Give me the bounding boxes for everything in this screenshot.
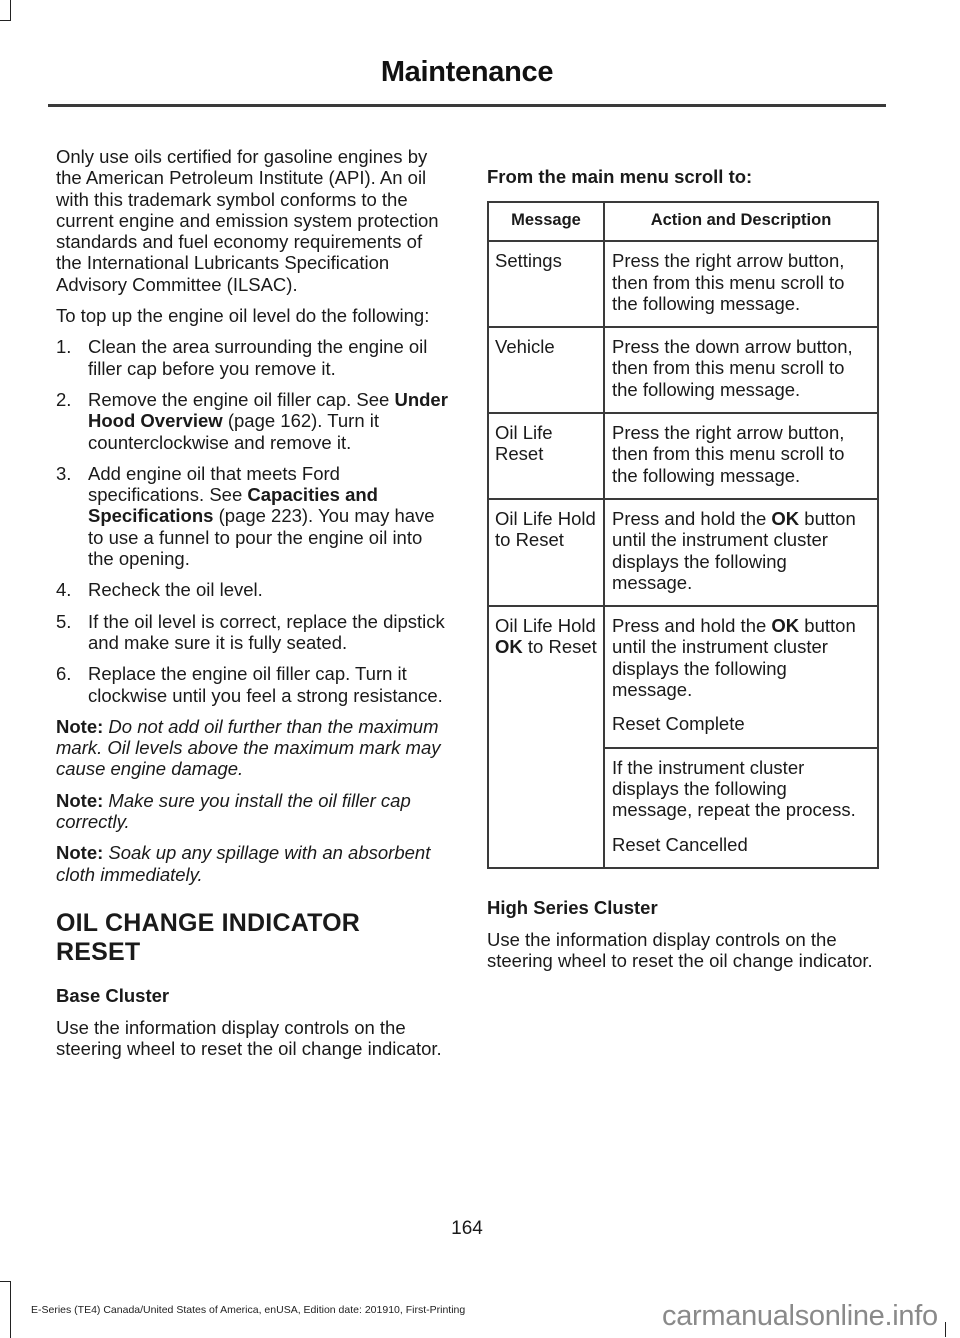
step-text: If the oil level is correct, replace the dipstick and make sure it is fully seated. [88, 610, 445, 653]
desc-paragraph: If the instrument cluster displays the following message, repeat the process. [612, 756, 856, 821]
crop-mark-bottom-left [0, 1281, 11, 1338]
crop-mark-bottom-right [945, 1322, 946, 1337]
step-item [56, 663, 450, 706]
desc-text: button until the instrument cluster displays the following message. [612, 507, 856, 593]
base-cluster-text: Use the information display controls on the steering wheel to reset the oil change indicator. [56, 1016, 442, 1060]
table-row [488, 413, 878, 499]
cell-description [604, 606, 878, 747]
table-row [488, 327, 878, 413]
ok-button-label: OK [771, 615, 800, 637]
cell-description [604, 499, 878, 606]
page-number: 164 [451, 1218, 483, 1239]
table-header-row [488, 202, 878, 241]
high-series-cluster-text: Use the information display controls on the steering wheel to reset the oil change indicator. [487, 928, 873, 972]
step-number: 5. [56, 610, 72, 632]
step-item [56, 463, 450, 569]
step-text: Remove the engine oil filler cap. See [88, 388, 395, 410]
step-text: Replace the engine oil filler cap. Turn it clockwise until you feel a strong resistance. [88, 663, 443, 706]
step-text: (page 223). You may have to use a funnel to pour the engine oil into the opening. [88, 505, 435, 570]
right-column [487, 166, 879, 971]
cell-description [604, 748, 878, 868]
intro-paragraph: Only use oils certified for gasoline engines by the American Petroleum Institute (API). An oil with this trademark symbol conforms to the current engine and emission system protection standards and fuel economy requirements of the International Lubricants Specification Advisory Committee (ILSAC). [56, 146, 439, 295]
note-oil-max [56, 716, 450, 780]
step-number: 2. [56, 388, 72, 410]
step-item [56, 389, 450, 453]
step-number: 6. [56, 663, 72, 685]
note-text: Soak up any spillage with an absorbent cloth immediately. [56, 842, 431, 885]
step-text: Clean the area surrounding the engine oil filler cap before you remove it. [88, 336, 428, 379]
cell-description: Press the right arrow button, then from this menu scroll to the following message. [604, 413, 878, 499]
table-row [488, 606, 878, 747]
cell-description: Press the down arrow button, then from this menu scroll to the following message. [604, 327, 878, 413]
under-hood-overview-link[interactable]: Under Hood Overview [88, 388, 448, 432]
note-filler-cap [56, 790, 450, 833]
message-table [487, 201, 879, 869]
step-text: Recheck the oil level. [88, 579, 263, 601]
cell-message: Vehicle [488, 327, 604, 413]
cell-message: Oil Life Reset [488, 413, 604, 499]
note-text: Do not add oil further than the maximum mark. Oil levels above the maximum mark may cause engine damage. [56, 715, 441, 780]
high-series-cluster-title: High Series Cluster [487, 896, 658, 918]
step-text: Add engine oil that meets Ford specifications. See [88, 462, 340, 506]
note-text: Make sure you install the oil filler cap correctly. [56, 789, 411, 833]
reset-cancelled-message: Reset Cancelled [612, 833, 748, 855]
cell-message [488, 606, 604, 868]
message-text: to Reset [522, 636, 597, 658]
desc-text: button until the instrument cluster displays the following message. [612, 615, 856, 701]
header-action: Action and Description [604, 202, 878, 241]
cell-message: Settings [488, 241, 604, 327]
note-label: Note: [56, 715, 104, 737]
crop-mark-top-left [0, 0, 11, 21]
step-number: 3. [56, 462, 72, 484]
cell-message: Oil Life Hold to Reset [488, 499, 604, 606]
table-row [488, 499, 878, 606]
step-number: 1. [56, 336, 72, 358]
edition-footer: E-Series (TE4) Canada/United States of America, enUSA, Edition date: 201910, First-Printing [31, 1304, 466, 1316]
reset-complete-message: Reset Complete [612, 713, 745, 735]
capacities-specifications-link[interactable]: Capacities and Specifications [88, 484, 378, 527]
note-label: Note: [56, 842, 104, 864]
topup-intro: To top up the engine oil level do the following: [56, 305, 430, 327]
desc-text: Press and hold the [612, 507, 772, 529]
cell-description: Press the right arrow button, then from this menu scroll to the following message. [604, 241, 878, 327]
topup-steps-list [56, 336, 450, 705]
note-spillage [56, 842, 450, 885]
desc-text: Press and hold the [612, 615, 772, 637]
section-title-oil-change-reset: OIL CHANGE INDICATOR RESET [56, 908, 361, 966]
step-item [56, 336, 450, 379]
table-row [488, 241, 878, 327]
header-divider [48, 104, 886, 107]
ok-button-label: OK [771, 507, 800, 529]
header-message: Message [488, 202, 604, 241]
desc-paragraph [612, 615, 871, 700]
ok-button-label: OK [495, 636, 523, 658]
step-item [56, 579, 450, 600]
step-number: 4. [56, 579, 72, 601]
page-title: Maintenance [380, 56, 554, 88]
left-column [56, 146, 450, 1060]
table-caption: From the main menu scroll to: [487, 166, 753, 187]
message-text: Oil Life Hold [495, 615, 596, 637]
step-item [56, 611, 450, 654]
base-cluster-title: Base Cluster [56, 984, 170, 1006]
watermark: carmanualsonline.info [662, 1300, 938, 1332]
step-text: (page 162). Turn it counterclockwise and remove it. [88, 410, 379, 453]
note-label: Note: [56, 789, 104, 811]
